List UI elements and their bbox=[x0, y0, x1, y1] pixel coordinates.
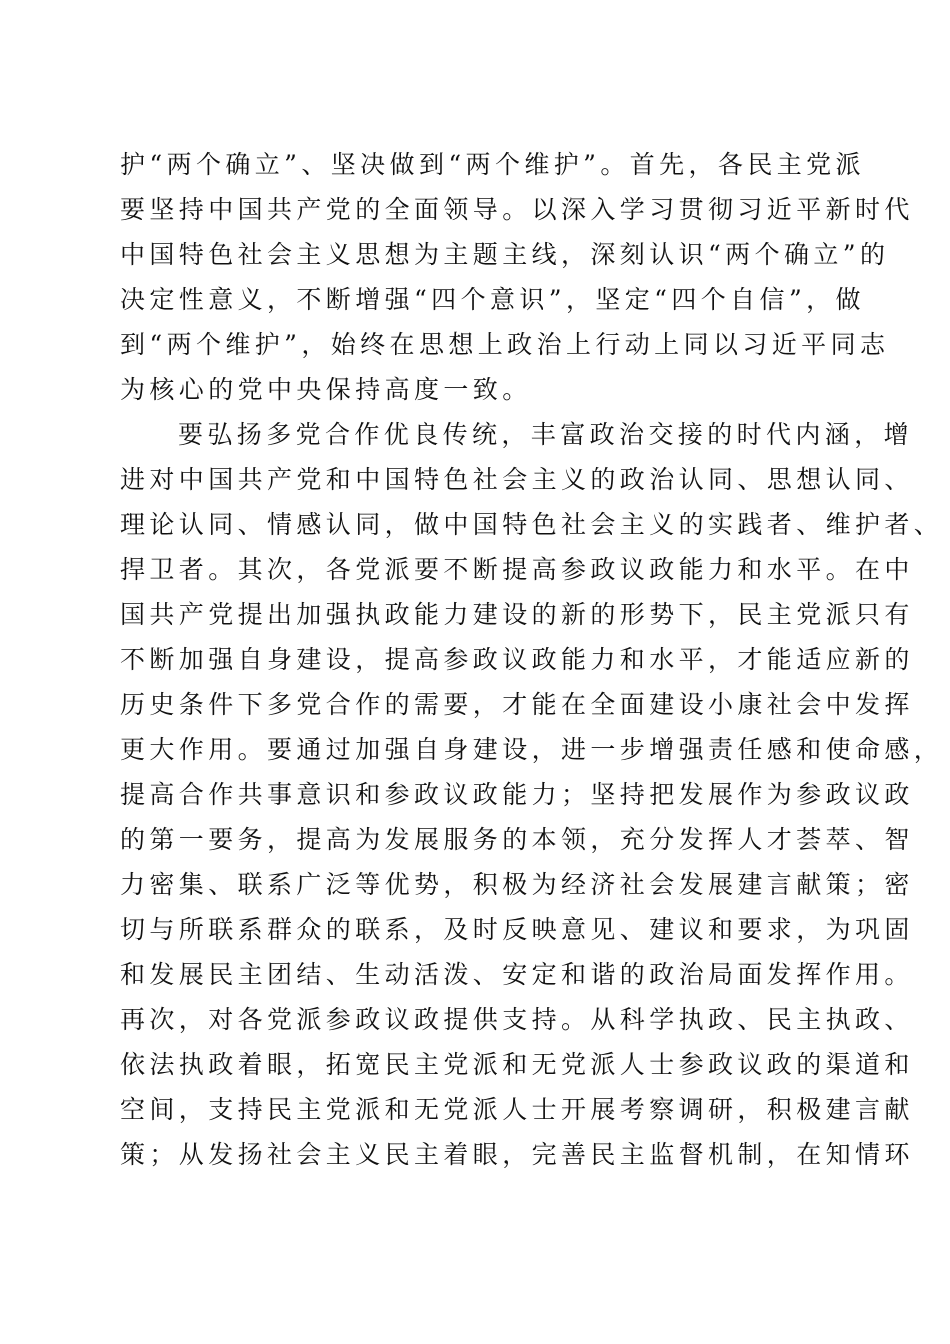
text-line: 为核心的党中央保持高度一致。 bbox=[120, 375, 532, 404]
text-line: 决定性意义，不断增强“四个意识”，坚定“四个自信”，做 bbox=[120, 285, 865, 314]
text-line: 更大作用。要通过加强自身建设，进一步增强责任感和使命感， bbox=[120, 735, 944, 764]
text-line: 中国特色社会主义思想为主题主线，深刻认识“两个确立”的 bbox=[120, 240, 890, 269]
text-line: 切与所联系群众的联系，及时反映意见、建议和要求，为巩固 bbox=[120, 915, 914, 944]
text-line: 要坚持中国共产党的全面领导。以深入学习贯彻习近平新时代 bbox=[120, 195, 914, 224]
text-line: 护“两个确立”、坚决做到“两个维护”。首先，各民主党派 bbox=[120, 150, 865, 179]
text-line: 依法执政着眼，拓宽民主党派和无党派人士参政议政的渠道和 bbox=[120, 1050, 914, 1079]
text-line: 进对中国共产党和中国特色社会主义的政治认同、思想认同、 bbox=[120, 465, 914, 494]
paragraph-start-line: 要弘扬多党合作优良传统，丰富政治交接的时代内涵，增 bbox=[178, 420, 914, 449]
text-line: 空间，支持民主党派和无党派人士开展考察调研，积极建言献 bbox=[120, 1095, 914, 1124]
text-line: 国共产党提出加强执政能力建设的新的形势下，民主党派只有 bbox=[120, 600, 914, 629]
text-line: 提高合作共事意识和参政议政能力；坚持把发展作为参政议政 bbox=[120, 780, 914, 809]
text-line: 不断加强自身建设，提高参政议政能力和水平，才能适应新的 bbox=[120, 645, 914, 674]
text-line: 理论认同、情感认同，做中国特色社会主义的实践者、维护者、 bbox=[120, 510, 944, 539]
text-line: 捍卫者。其次，各党派要不断提高参政议政能力和水平。在中 bbox=[120, 555, 914, 584]
body-text bbox=[120, 142, 944, 1177]
text-line: 历史条件下多党合作的需要，才能在全面建设小康社会中发挥 bbox=[120, 690, 914, 719]
text-line: 策；从发扬社会主义民主着眼，完善民主监督机制，在知情环 bbox=[120, 1140, 914, 1169]
text-line: 力密集、联系广泛等优势，积极为经济社会发展建言献策；密 bbox=[120, 870, 914, 899]
text-line: 再次，对各党派参政议政提供支持。从科学执政、民主执政、 bbox=[120, 1005, 914, 1034]
text-line: 的第一要务，提高为发展服务的本领，充分发挥人才荟萃、智 bbox=[120, 825, 914, 854]
text-line: 到“两个维护”，始终在思想上政治上行动上同以习近平同志 bbox=[120, 330, 890, 359]
text-line: 和发展民主团结、生动活泼、安定和谐的政治局面发挥作用。 bbox=[120, 960, 914, 989]
